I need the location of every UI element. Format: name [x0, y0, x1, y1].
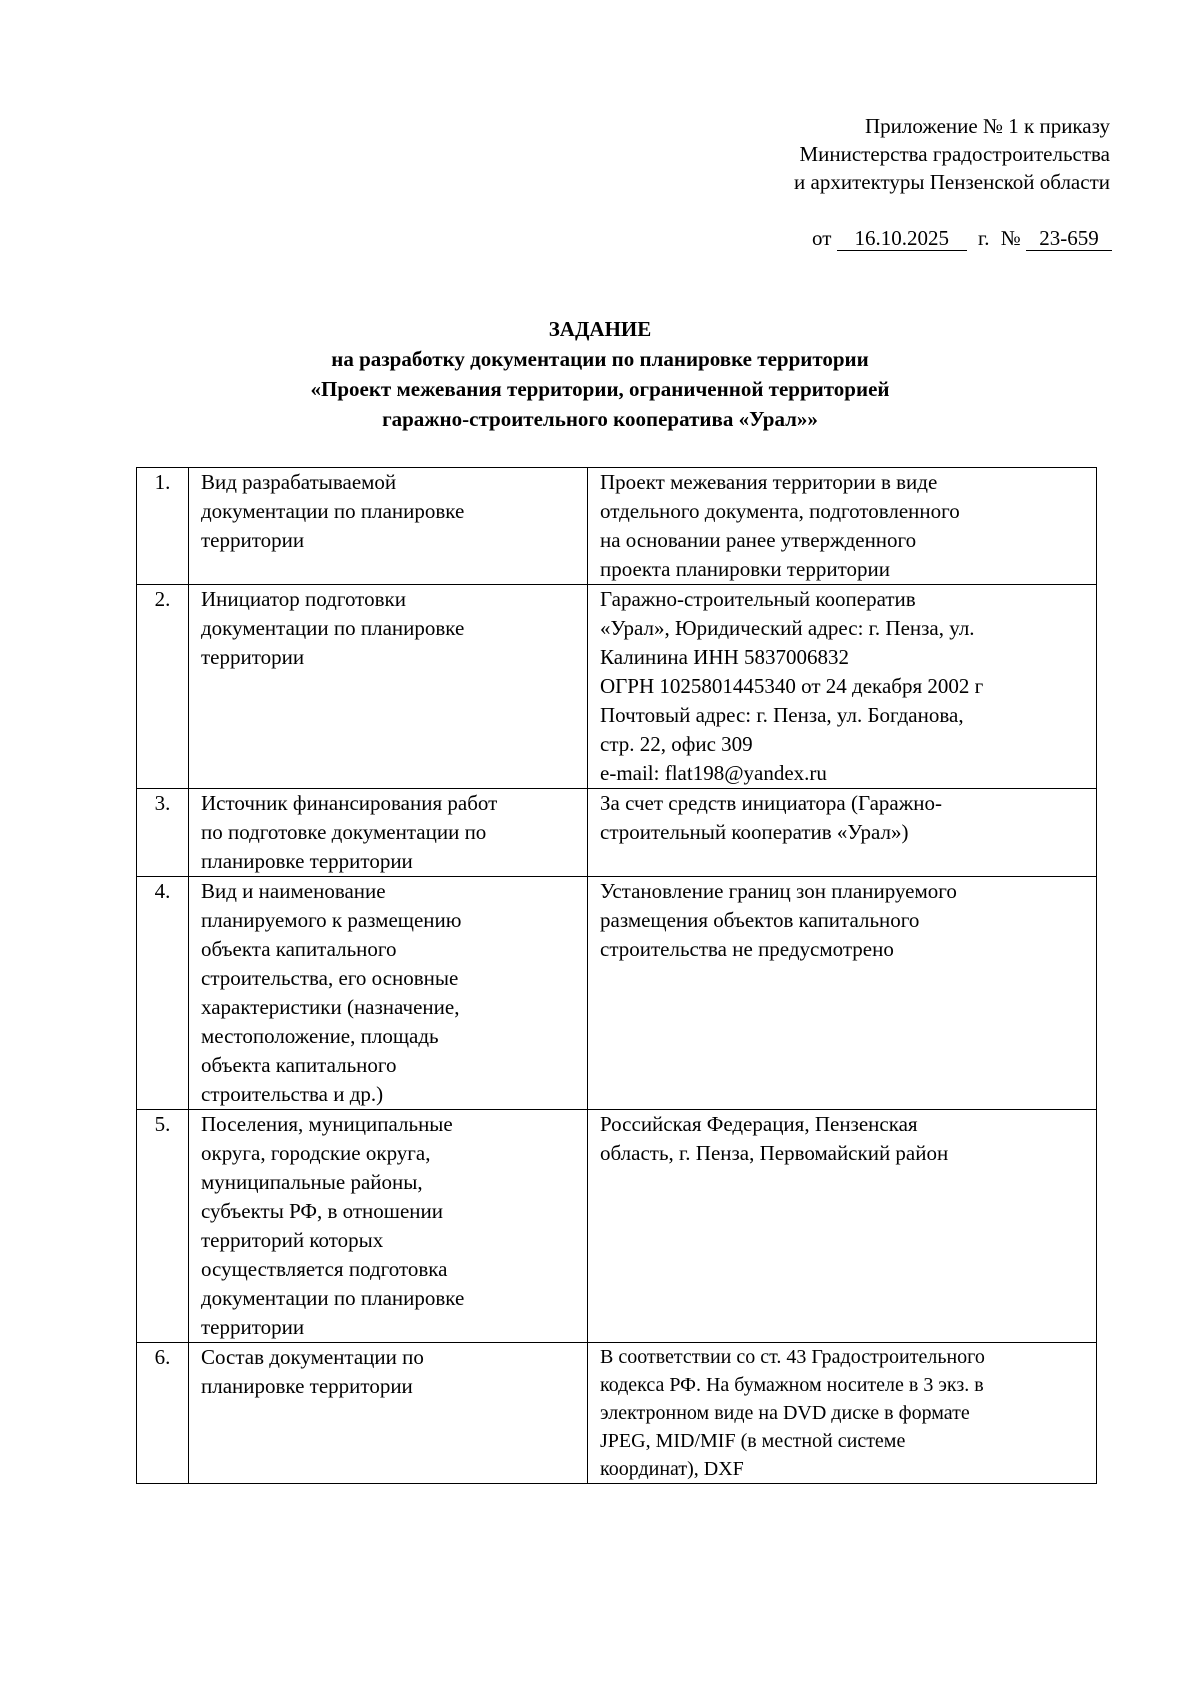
row-number: 3.: [137, 789, 189, 877]
row-label-line: документации по планировке: [201, 1286, 465, 1310]
row-label-line: Источник финансирования работ: [201, 791, 498, 815]
row-label: [189, 468, 588, 585]
row-label-line: по подготовке документации по: [201, 820, 487, 844]
row-value-line: строительный кооператив «Урал»): [600, 820, 909, 844]
row-label-line: осуществляется подготовка: [201, 1257, 448, 1281]
row-label-line: местоположение, площадь: [201, 1024, 439, 1048]
row-value: [588, 877, 1097, 1110]
row-label-line: характеристики (назначение,: [201, 995, 460, 1019]
row-value-line: Гаражно-строительный кооператив: [600, 587, 916, 611]
row-value-line: стр. 22, офис 309: [600, 732, 753, 756]
row-value-line: Установление границ зон планируемого: [600, 879, 957, 903]
row-number: 4.: [137, 877, 189, 1110]
row-value-line: проекта планировки территории: [600, 557, 890, 581]
title-line-4: гаражно-строительного кооператива «Урал»»: [382, 407, 818, 431]
row-label: [189, 877, 588, 1110]
row-label-line: планировке территории: [201, 1374, 413, 1398]
task-table-body: [137, 468, 1097, 1484]
row-label-line: планировке территории: [201, 849, 413, 873]
row-label-line: планируемого к размещению: [201, 908, 462, 932]
row-value-line: ОГРН 1025801445340 от 24 декабря 2002 г: [600, 674, 984, 698]
row-number: 5.: [137, 1110, 189, 1343]
row-value-line: e-mail: flat198@yandex.ru: [600, 761, 827, 785]
row-label-line: Вид и наименование: [201, 879, 386, 903]
row-label-line: строительства и др.): [201, 1082, 384, 1106]
row-value-line: «Урал», Юридический адрес: г. Пенза, ул.: [600, 616, 975, 640]
row-label-line: территории: [201, 1315, 305, 1339]
row-value: [588, 585, 1097, 789]
row-label-line: документации по планировке: [201, 499, 465, 523]
table-row: [137, 468, 1097, 585]
task-specification-table: [136, 467, 1097, 1484]
document-title: [140, 314, 1060, 434]
row-label: [189, 1110, 588, 1343]
row-value-line: строительства не предусмотрено: [600, 937, 894, 961]
row-number: 6.: [137, 1343, 189, 1484]
row-value-line: электронном виде на DVD диске в формате: [600, 1402, 970, 1424]
order-number-sign: №: [1000, 226, 1021, 250]
row-label: [189, 585, 588, 789]
row-label-line: Инициатор подготовки: [201, 587, 406, 611]
table-row: [137, 877, 1097, 1110]
row-label-line: объекта капитального: [201, 937, 397, 961]
row-value-line: на основании ранее утвержденного: [600, 528, 917, 552]
title-line-2: на разработку документации по планировке территории: [331, 347, 869, 371]
appendix-line-1: Приложение № 1 к приказу: [865, 114, 1110, 138]
row-value: [588, 1110, 1097, 1343]
row-value-line: В соответствии со ст. 43 Градостроительного: [600, 1346, 985, 1368]
row-label-line: муниципальные районы,: [201, 1170, 423, 1194]
appendix-line-3: и архитектуры Пензенской области: [794, 170, 1110, 194]
order-date: 16.10.2025: [837, 226, 967, 251]
row-value-line: Российская Федерация, Пензенская: [600, 1112, 918, 1136]
row-value-line: кодекса РФ. На бумажном носителе в 3 экз. в: [600, 1374, 984, 1396]
appendix-line-2: Министерства градостроительства: [799, 142, 1110, 166]
title-line-3: «Проект межевания территории, ограниченной территорией: [310, 377, 890, 401]
table-row: [137, 1110, 1097, 1343]
table-row: [137, 1343, 1097, 1484]
row-value-line: JPEG, MID/MIF (в местной системе: [600, 1430, 906, 1452]
row-label-line: территории: [201, 528, 305, 552]
row-label: [189, 1343, 588, 1484]
order-year-suffix: г.: [977, 226, 990, 250]
appendix-reference: [590, 112, 1110, 196]
row-number: 1.: [137, 468, 189, 585]
row-value-line: Калинина ИНН 5837006832: [600, 645, 849, 669]
row-value-line: размещения объектов капитального: [600, 908, 920, 932]
row-label-line: документации по планировке: [201, 616, 465, 640]
row-label-line: Поселения, муниципальные: [201, 1112, 453, 1136]
order-date-number: [812, 224, 1112, 252]
row-value: [588, 1343, 1097, 1484]
row-value-line: координат), DXF: [600, 1458, 744, 1480]
row-label-line: строительства, его основные: [201, 966, 459, 990]
row-value: [588, 468, 1097, 585]
table-row: [137, 585, 1097, 789]
row-label-line: Вид разрабатываемой: [201, 470, 397, 494]
row-value: [588, 789, 1097, 877]
row-label: [189, 789, 588, 877]
table-row: [137, 789, 1097, 877]
row-label-line: округа, городские округа,: [201, 1141, 431, 1165]
row-label-line: объекта капитального: [201, 1053, 397, 1077]
row-label-line: территории: [201, 645, 305, 669]
order-prefix: от: [812, 226, 832, 250]
title-line-1: ЗАДАНИЕ: [548, 317, 652, 341]
row-number: 2.: [137, 585, 189, 789]
row-label-line: территорий которых: [201, 1228, 384, 1252]
row-value-line: область, г. Пенза, Первомайский район: [600, 1141, 949, 1165]
row-label-line: субъекты РФ, в отношении: [201, 1199, 443, 1223]
row-value-line: отдельного документа, подготовленного: [600, 499, 960, 523]
row-label-line: Состав документации по: [201, 1345, 424, 1369]
row-value-line: За счет средств инициатора (Гаражно-: [600, 791, 942, 815]
row-value-line: Проект межевания территории в виде: [600, 470, 938, 494]
order-number: 23-659: [1026, 226, 1112, 251]
row-value-line: Почтовый адрес: г. Пенза, ул. Богданова,: [600, 703, 964, 727]
